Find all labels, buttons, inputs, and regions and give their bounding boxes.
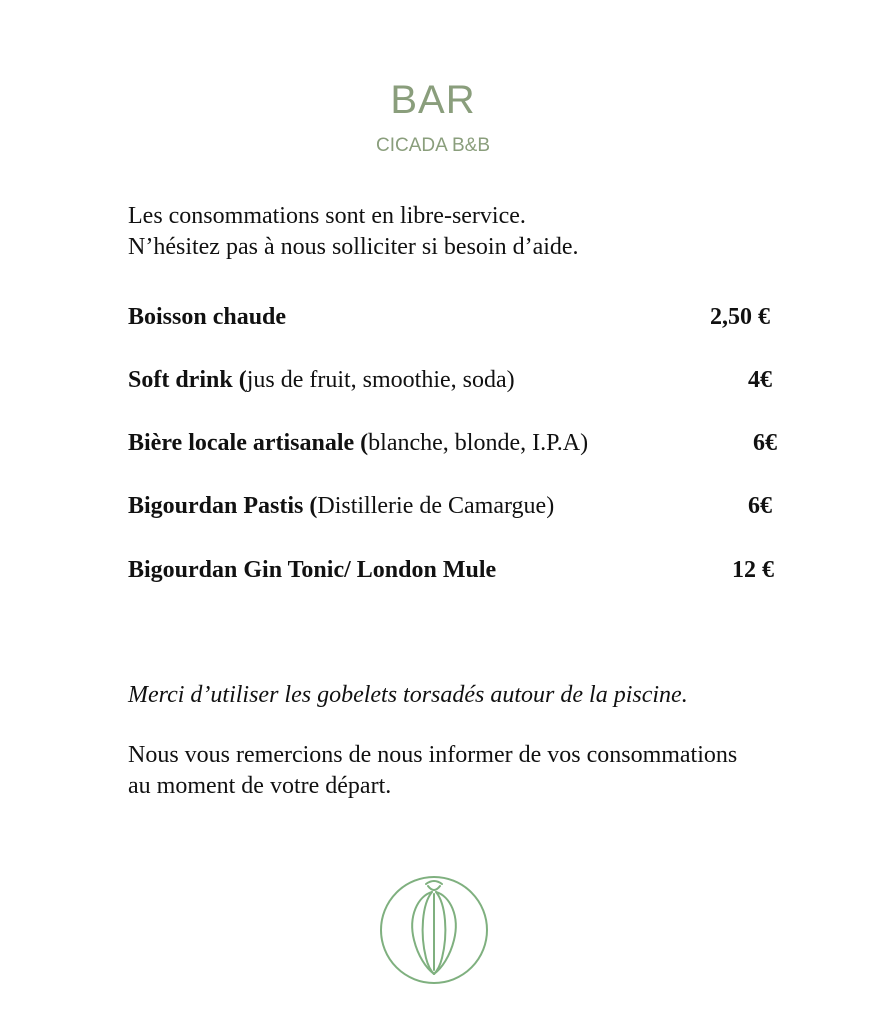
- menu-item-name: Bigourdan Pastis (: [128, 493, 318, 519]
- menu-item-bigourdan-pastis: [128, 491, 782, 521]
- menu-item-bigourdan-gin-tonic: [128, 555, 782, 585]
- menu-item-price: 2,50 €: [710, 304, 770, 330]
- page-title: BAR: [390, 78, 476, 122]
- menu-item-name: Boisson chaude: [128, 304, 287, 330]
- page-subtitle: CICADA B&B: [375, 135, 491, 156]
- intro-line-1: Les consommations sont en libre-service.: [128, 203, 526, 229]
- menu-item-soft-drink: [128, 365, 782, 395]
- menu-item-biere-locale: [128, 428, 782, 458]
- menu-item-detail: Distillerie de Camargue): [317, 493, 555, 519]
- menu-item-name: Soft drink (: [128, 367, 247, 393]
- menu-item-price: 6€: [748, 493, 772, 519]
- closing-line-2: au moment de votre départ.: [128, 773, 392, 799]
- menu-item-price: 4€: [748, 367, 772, 393]
- intro-text: [128, 201, 828, 263]
- closing-text: [128, 740, 868, 802]
- menu-item-price: 12 €: [732, 557, 774, 583]
- menu-item-boisson-chaude: [128, 302, 782, 332]
- menu-item-detail: blanche, blonde, I.P.A): [368, 430, 589, 456]
- intro-line-2: N’hésitez pas à nous solliciter si besoin d’aide.: [128, 234, 579, 260]
- cicada-logo-icon: [378, 874, 490, 986]
- cup-note: Merci d’utiliser les gobelets torsadés autour de la piscine.: [128, 682, 688, 708]
- closing-line-1: Nous vous remercions de nous informer de vos consommations: [128, 742, 738, 768]
- menu-item-detail: jus de fruit, smoothie, soda): [246, 367, 515, 393]
- menu-item-price: 6€: [753, 430, 777, 456]
- menu-item-name: Bigourdan Gin Tonic/ London Mule: [128, 557, 497, 583]
- menu-item-name: Bière locale artisanale (: [128, 430, 369, 456]
